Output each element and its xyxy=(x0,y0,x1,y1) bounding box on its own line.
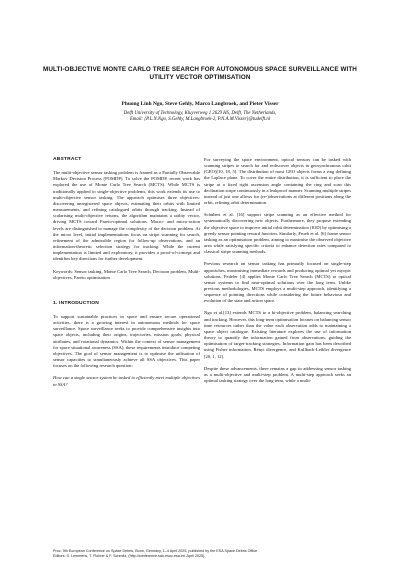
research-question: How can a single sensor system be tasked to efficiently meet multiple objectives in SSA? xyxy=(53,375,200,387)
introduction-heading: 1. INTRODUCTION xyxy=(53,300,99,306)
introduction-paragraph: To support sustainable practices in space and ensure secure operational activities, there is a growing interest in autonomous methods for space surveillance. Space surveillance seeks to provide comprehensive insights into space objects, including their origins, trajectories, mission goals, physical attributes, and rotational dynamics. Within the context of sensor management for space situational awareness (SSA), these requirements introduce competing objectives. The goal of sensor management is to optimise the utilisation of sensor capacities to simultaneously achieve all SSA objectives. This paper focuses on the following research question: xyxy=(53,313,200,369)
proceedings-footer xyxy=(53,549,353,559)
body-paragraph-5: Despite these advancements, there remains a gap in addressing sensor tasking as a multi-objective and multi-step problem. A multi-step approach seeks an optimal tasking strategy over the long term, while a multi- xyxy=(204,365,351,383)
body-paragraph-1: For surveying the space environment, optical sensors can be tasked with scanning stripes to search for and rediscover objects in geosynchronous orbit (GEO)[10, 18, 5]. The distribution of most GEO objects forms a ring defining the Laplace plane. To cover the entire distribution, it is sufficient to place the stripe at a fixed right ascension angle containing the ring and scan this declination stripe continuously in a leakproof manner. Scanning multiple stripes instead of just one allows for (re-)observations at different positions along the orbit, refining orbit determination. xyxy=(204,157,351,206)
left-column xyxy=(53,157,200,394)
footer-line-2[interactable]: Editors: S. Lemmens, T. Flohrer & F. Schmitz, (http://conference.sdo.esoc.esa.int, April 2025) xyxy=(53,553,205,558)
affiliation-email: Email: {P.L.N.Ngo, S.Gehly, M.Langbroek-2, P.N.A.M.Visser}@tudelft.nl xyxy=(129,117,271,123)
body-paragraph-2: Schubert et al. [16] support stripe scanning as an effective method for systematically discovering new objects. Furthermore, they propose extending the objective space to improve initial orbit determination (IOD) by optimising a greedy sensor pointing reward function. Similarly, Frueh et al. [6] frame sensor tasking as an optimisation problem, aiming to maximise the observed objective area while satisfying specific criteria to enhance detection rates compared to classical stripe scanning methods. xyxy=(204,212,351,255)
abstract-heading: ABSTRACT xyxy=(53,157,82,162)
body-paragraph-4: Ngo et al.[13] extends MCTS to a bi-objective problem, balancing searching and tracking. However, this long-term optimisation focuses on balancing sensor time resources rather than the value each observation adds to maintaining a space object catalogue. Existing literature explores the use of information theory to quantify the information gained from observations, guiding the optimisation of target-tracking strategies. Information gain has been described using Fisher information, Rényi divergence, and Kullback-Leibler divergence [20, 1, 12]. xyxy=(204,310,351,359)
author-list: Phuong Linh Ngo, Steve Gehly, Marco Langbroek, and Pieter Visser xyxy=(121,101,279,107)
body-paragraph-3: Previous research on sensor tasking has primarily focused on single-step approaches, maximising immediate rewards and producing optimal yet myopic solutions. Fedeler [4] applies Monte Carlo Tree Search (MCTS) to optical sensor systems to find near-optimal solutions over the long term. Unlike previous methodologies, MCTS employs a multi-step approach, identifying a sequence of pointing directions while considering the future behaviour and evolution of the state and action space. xyxy=(204,261,351,304)
right-column xyxy=(204,157,351,390)
keywords: Keywords: Sensor tasking, Monte Carlo Tree Search, Decision problem, Multi-objectives, Pareto optimisation. xyxy=(53,268,200,280)
footer-line-1: Proc. 9th European Conference on Space Debris, Bonn, Germany, 1–4 April 2025, published by the ESA Space Debris Office xyxy=(53,549,258,553)
abstract-text: The multi-objective sensor tasking problem is framed as a Partially Observable Markov Decision Process (POMDP). To solve the POMDP, recent work has explored the use of Monte Carlo Tree Search (MCTS). While MCTS is traditionally applied to single-objective problems, this work extends its use to multi-objective sensor tasking. The approach optimises three objectives: discovering unregistered space objects, estimating their orbits with limited measurements, and refining catalogued orbits through tracking. Instead of scalarising multi-objective returns, the algorithm maintains a utility vector, driving MCTS toward Pareto-optimal solutions. Macro- and micro-action levels are distinguished to manage the complexity of the decision problem. At the micro level, initial implementations focus on stripe scanning for search, refinement of the admissible region for follow-up observations, and an information-theoretic selection strategy for tracking. While the current implementation is limited and exploratory, it provides a proof-of-concept and identifies key directions for further development. xyxy=(53,170,200,262)
affiliation xyxy=(40,111,360,124)
affiliation-address: Delft University of Technology, Kluyverweg 1 2629 HS, Delft, The Netherlands, xyxy=(123,111,277,116)
paper-title: MULTI-OBJECTIVE MONTE CARLO TREE SEARCH FOR AUTONOMOUS SPACE SURVEILLANCE WITH UTILITY VECTOR OPTIMISATION xyxy=(43,66,357,82)
